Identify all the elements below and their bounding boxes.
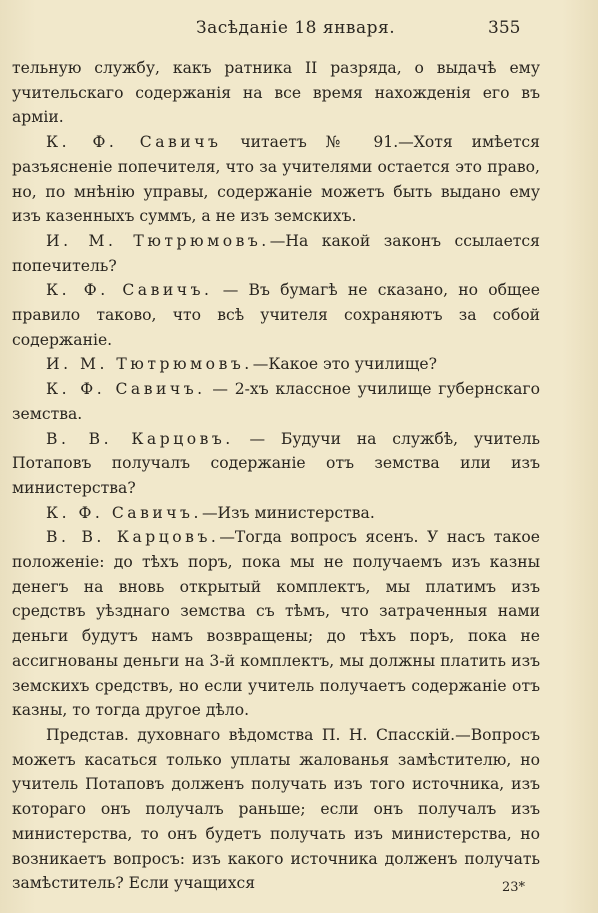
paragraph-text: —Тогда вопросъ ясенъ. У насъ такое положеніе: до тѣхъ поръ, пока мы не получаемъ изъ казны денегъ на вновь открытый комплектъ, мы платимъ изъ средствъ уѣзднаго земства съ тѣмъ, что затраченныя нами деньги будутъ намъ возвращены; до тѣхъ поръ, пока не ассигнованы деньги на 3-й комплектъ, мы должны платить изъ земскихъ средствъ, но если учитель получаетъ содержаніе отъ казны, то тогда другое дѣло.: [12, 528, 540, 720]
paragraph: [12, 501, 540, 526]
paragraph-text: — 2-хъ классное училище губернскаго земства.: [12, 380, 540, 423]
signature-mark: 23*: [502, 880, 526, 895]
paragraph-text: —На какой законъ ссылается попечитель?: [12, 231, 540, 275]
running-header: [0, 14, 598, 44]
body-text: [12, 56, 540, 896]
speaker-name: В. В. Карцовъ.: [46, 429, 234, 448]
speaker-name: К. Ф. Савичъ.: [46, 503, 202, 522]
paragraph-text: читаетъ № 91.—Хотя имѣется разъясненіе попечителя, что за учителями остается это право, но, по мнѣнію управы, содержаніе можетъ быть выдано ему изъ казенныхъ суммъ, а не изъ земскихъ.: [12, 133, 540, 226]
speaker-name: В. В. Карцовъ.: [46, 528, 220, 547]
paragraph-text: —Какое это училище?: [252, 355, 437, 374]
header-title: Засѣданіе 18 января.: [196, 18, 396, 38]
paragraph: [12, 427, 540, 501]
paragraph-text: — Будучи на службѣ, учитель Потаповъ получалъ содержаніе отъ земства или изъ министерства?: [12, 429, 541, 497]
paragraph: [12, 352, 540, 377]
speaker-name: К. Ф. Савичъ.: [46, 281, 213, 300]
speaker-name: К. Ф. Савичъ.: [46, 380, 206, 399]
paragraph: [12, 723, 540, 896]
paragraph: [12, 525, 540, 723]
page-number: 355: [488, 18, 521, 38]
speaker-name: И. М. Тютрюмовъ.: [46, 355, 253, 374]
paragraph-text: —Изъ министерства.: [201, 503, 375, 522]
paragraph-text: — Въ бумагѣ не сказано, но общее правило таково, что всѣ учителя сохраняютъ за собой содержаніе.: [12, 281, 541, 349]
speaker-name: К. Ф. Савичъ: [46, 133, 222, 152]
paragraph-text: тельную службу, какъ ратника II разряда, о выдачѣ ему учительскаго содержанія на все время нахожденія его въ арміи.: [12, 59, 540, 127]
paragraph: [12, 377, 540, 426]
paragraph: [12, 278, 540, 352]
paragraph: [12, 130, 540, 229]
speaker-name: Представ. духовнаго вѣдомства П. Н. Спасскій.: [46, 725, 456, 744]
paragraph-text: —Вопросъ можетъ касаться только уплаты жалованья замѣстителю, но учитель Потаповъ долженъ получать изъ того источника, изъ котораго онъ получалъ раньше; если онъ получалъ изъ министерства, то онъ будетъ получать изъ министерства, но возникаетъ вопросъ: изъ какого источника долженъ получать замѣститель? Если учащихся: [12, 725, 540, 893]
paragraph: [12, 229, 540, 278]
speaker-name: И. М. Тютрюмовъ.: [46, 231, 270, 250]
paragraph: [12, 56, 540, 130]
